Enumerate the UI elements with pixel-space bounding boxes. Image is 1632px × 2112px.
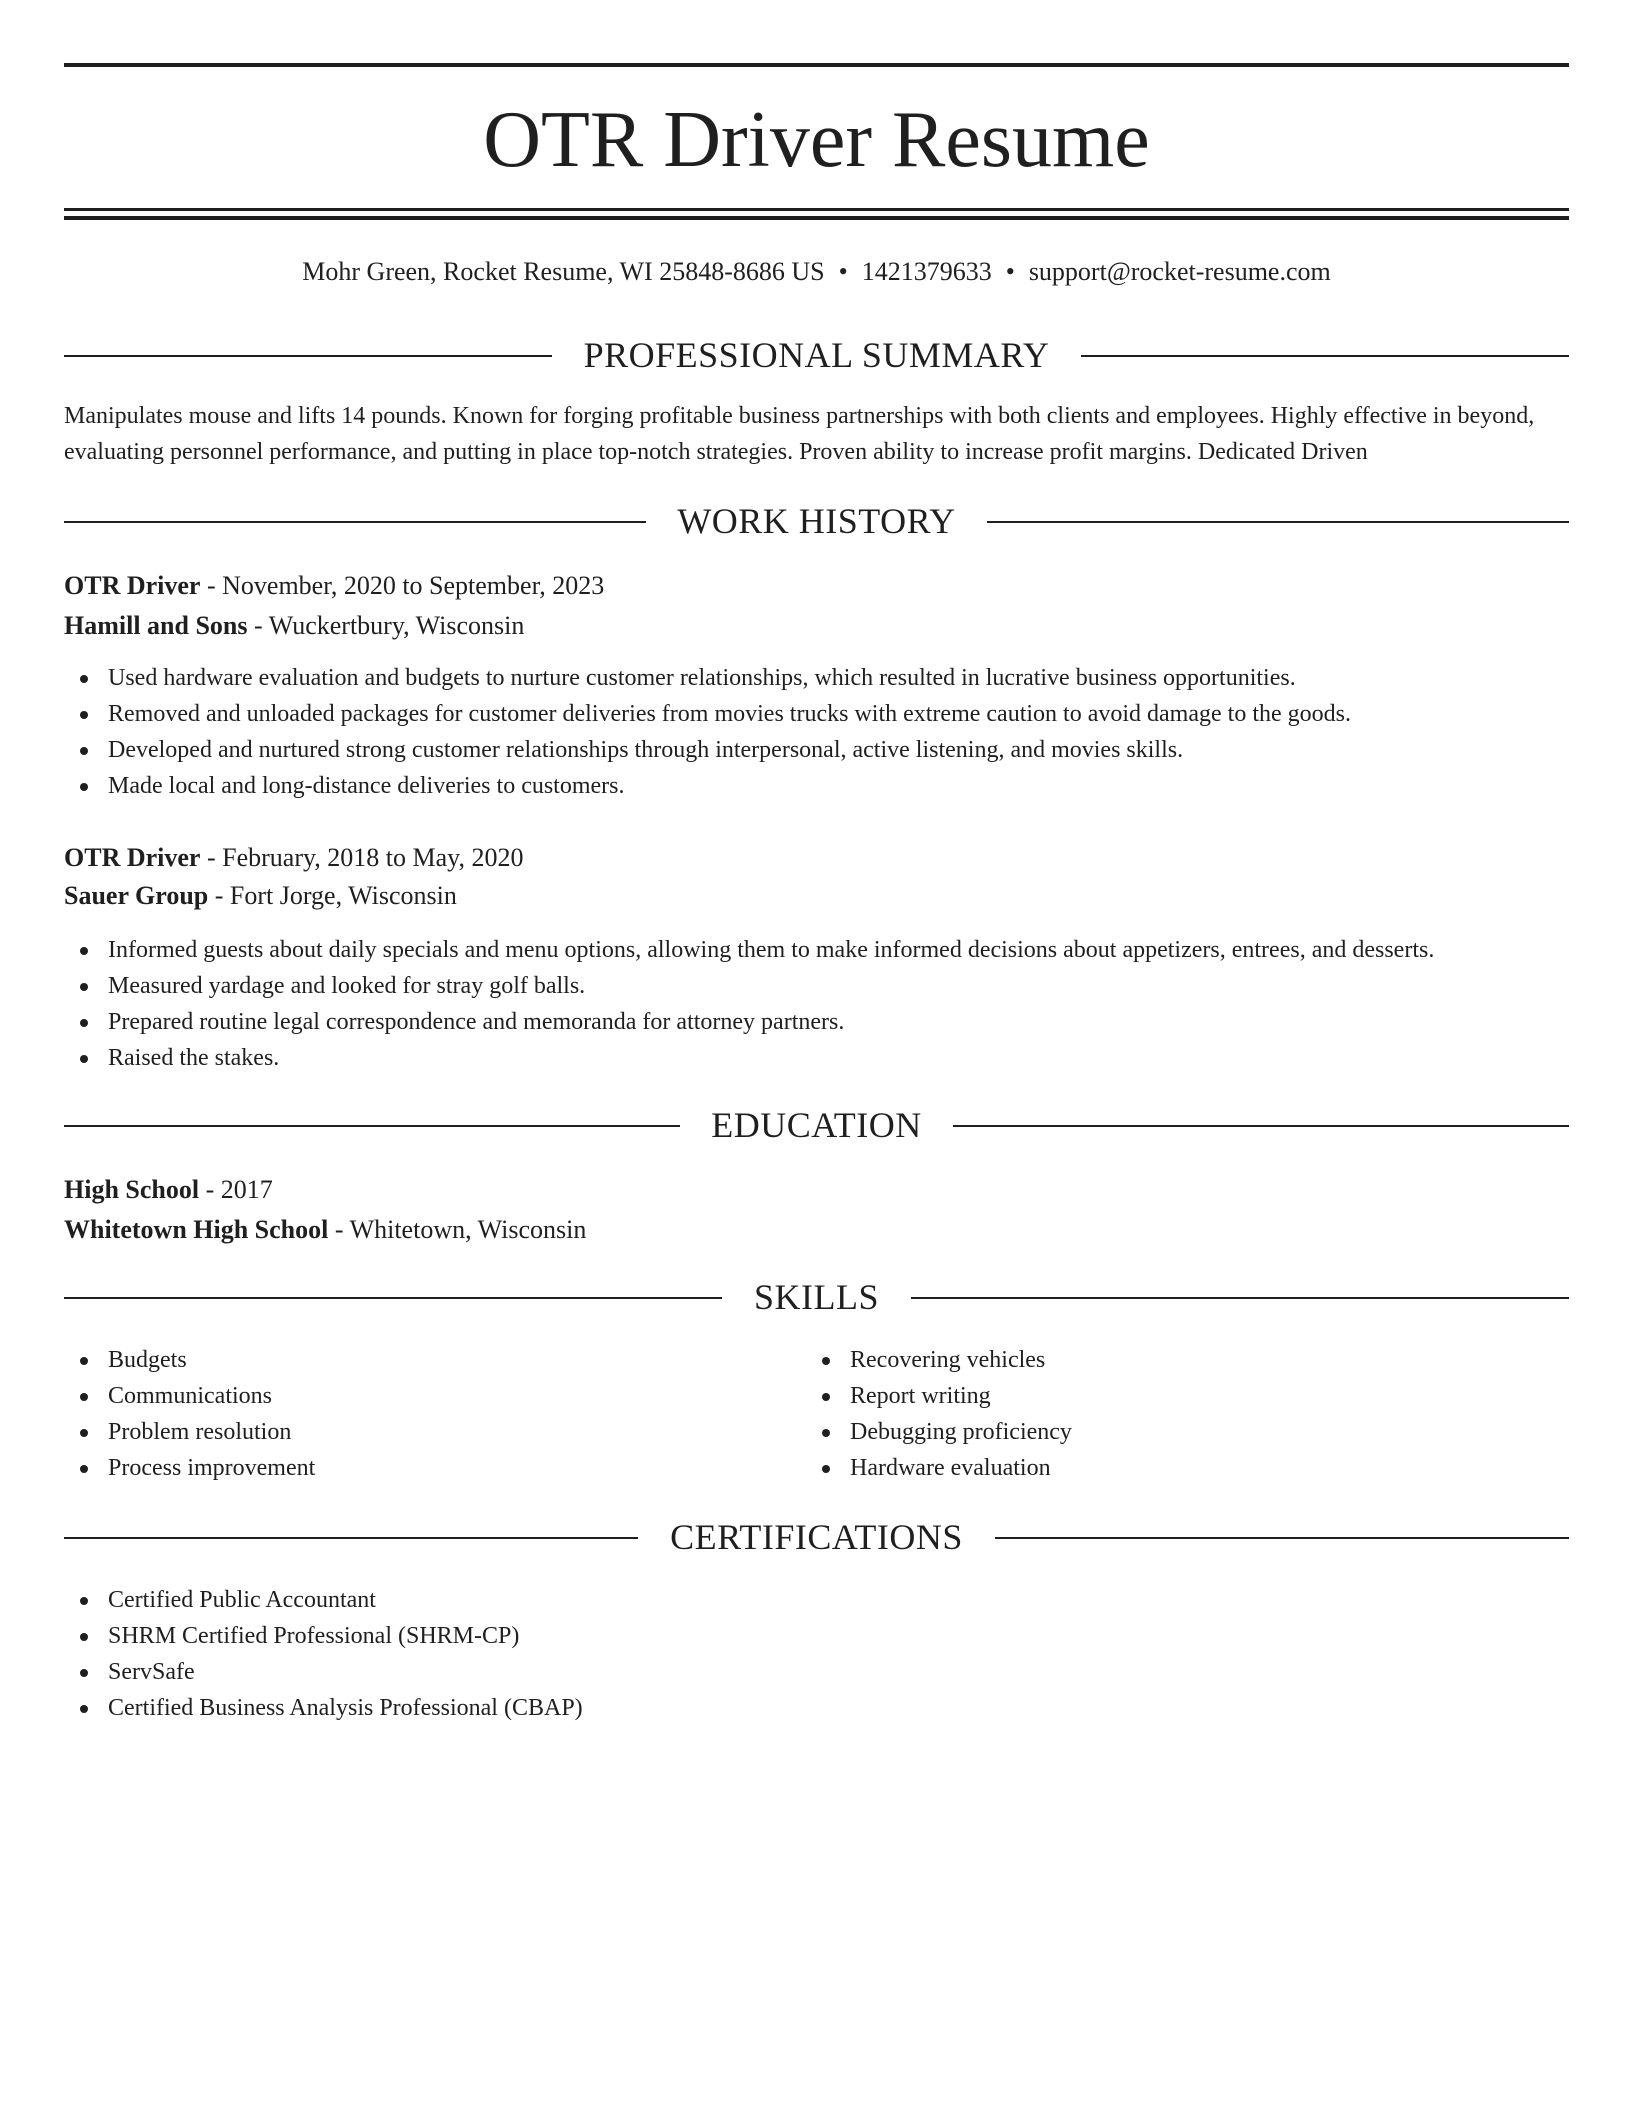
title-rule-upper bbox=[64, 208, 1569, 211]
section-title: WORK HISTORY bbox=[677, 501, 956, 541]
list-item: Measured yardage and looked for stray golf balls. bbox=[64, 968, 1569, 1004]
job-title: OTR Driver bbox=[64, 843, 201, 872]
list-item: Used hardware evaluation and budgets to nurture customer relationships, which resulted in lucrative business opportunities. bbox=[64, 660, 1569, 696]
job-company: Sauer Group bbox=[64, 881, 209, 910]
job-location: - Wuckertbury, Wisconsin bbox=[247, 611, 525, 640]
list-item: ServSafe bbox=[64, 1654, 1569, 1690]
list-item: Developed and nurtured strong customer relationships through interpersonal, active listening, and movies skills. bbox=[64, 732, 1569, 768]
section-heading-work bbox=[64, 496, 1569, 546]
section-title: CERTIFICATIONS bbox=[670, 1517, 963, 1557]
job-bullets bbox=[64, 660, 1569, 804]
contact-address: Mohr Green, Rocket Resume, WI 25848-8686 US bbox=[302, 257, 825, 286]
list-item: Problem resolution bbox=[64, 1414, 764, 1450]
education-school: Whitetown High School bbox=[64, 1215, 329, 1244]
education-year: - 2017 bbox=[199, 1175, 273, 1204]
list-item: Debugging proficiency bbox=[806, 1414, 1569, 1450]
job-title-line bbox=[64, 840, 1569, 876]
contact-line bbox=[64, 254, 1569, 290]
job-bullets bbox=[64, 932, 1569, 1076]
section-heading-certifications bbox=[64, 1512, 1569, 1562]
education-school-line bbox=[64, 1212, 1569, 1248]
job-title-line bbox=[64, 568, 1569, 604]
job-company: Hamill and Sons bbox=[64, 611, 248, 640]
education-degree-line bbox=[64, 1172, 1569, 1208]
list-item: Raised the stakes. bbox=[64, 1040, 1569, 1076]
list-item: Certified Public Accountant bbox=[64, 1582, 1569, 1618]
contact-phone: 1421379633 bbox=[861, 257, 992, 286]
contact-email: support@rocket-resume.com bbox=[1028, 257, 1331, 286]
list-item: Removed and unloaded packages for customer deliveries from movies trucks with extreme caution to avoid damage to the goods. bbox=[64, 696, 1569, 732]
job-dates: - February, 2018 to May, 2020 bbox=[200, 843, 524, 872]
skills-list-left bbox=[64, 1342, 764, 1486]
contact-separator: • bbox=[1005, 257, 1015, 286]
section-heading-education bbox=[64, 1100, 1569, 1150]
job-company-line bbox=[64, 608, 1569, 644]
title-rule-lower bbox=[64, 216, 1569, 220]
section-title: PROFESSIONAL SUMMARY bbox=[583, 335, 1050, 375]
skills-list-right bbox=[806, 1342, 1569, 1486]
list-item: Communications bbox=[64, 1378, 764, 1414]
job-title: OTR Driver bbox=[64, 571, 201, 600]
top-rule bbox=[64, 63, 1569, 67]
section-title: SKILLS bbox=[753, 1277, 879, 1317]
list-item: Budgets bbox=[64, 1342, 764, 1378]
job-company-line bbox=[64, 878, 1569, 914]
list-item: Informed guests about daily specials and menu options, allowing them to make informed decisions about appetizers, entrees, and desserts. bbox=[64, 932, 1569, 968]
list-item: Process improvement bbox=[64, 1450, 764, 1486]
list-item: Hardware evaluation bbox=[806, 1450, 1569, 1486]
list-item: Recovering vehicles bbox=[806, 1342, 1569, 1378]
certifications-list bbox=[64, 1582, 1569, 1726]
list-item: Prepared routine legal correspondence and memoranda for attorney partners. bbox=[64, 1004, 1569, 1040]
contact-separator: • bbox=[838, 257, 848, 286]
list-item: Certified Business Analysis Professional (CBAP) bbox=[64, 1690, 1569, 1726]
section-title: EDUCATION bbox=[711, 1105, 922, 1145]
list-item: Report writing bbox=[806, 1378, 1569, 1414]
section-heading-summary bbox=[64, 330, 1569, 380]
job-location: - Fort Jorge, Wisconsin bbox=[208, 881, 457, 910]
summary-text: Manipulates mouse and lifts 14 pounds. Known for forging profitable business partnerships with both clients and employees. Highly effective in beyond, evaluating personnel performance, and putting in place top-notch strategies. Proven ability to increase profit margins. Dedicated Driven bbox=[64, 403, 1535, 465]
list-item: Made local and long-distance deliveries to customers. bbox=[64, 768, 1569, 804]
education-location: - Whitetown, Wisconsin bbox=[328, 1215, 587, 1244]
education-degree: High School bbox=[64, 1175, 200, 1204]
list-item: SHRM Certified Professional (SHRM-CP) bbox=[64, 1618, 1569, 1654]
section-heading-skills bbox=[64, 1272, 1569, 1322]
page-title: OTR Driver Resume bbox=[483, 96, 1150, 184]
job-dates: - November, 2020 to September, 2023 bbox=[200, 571, 605, 600]
